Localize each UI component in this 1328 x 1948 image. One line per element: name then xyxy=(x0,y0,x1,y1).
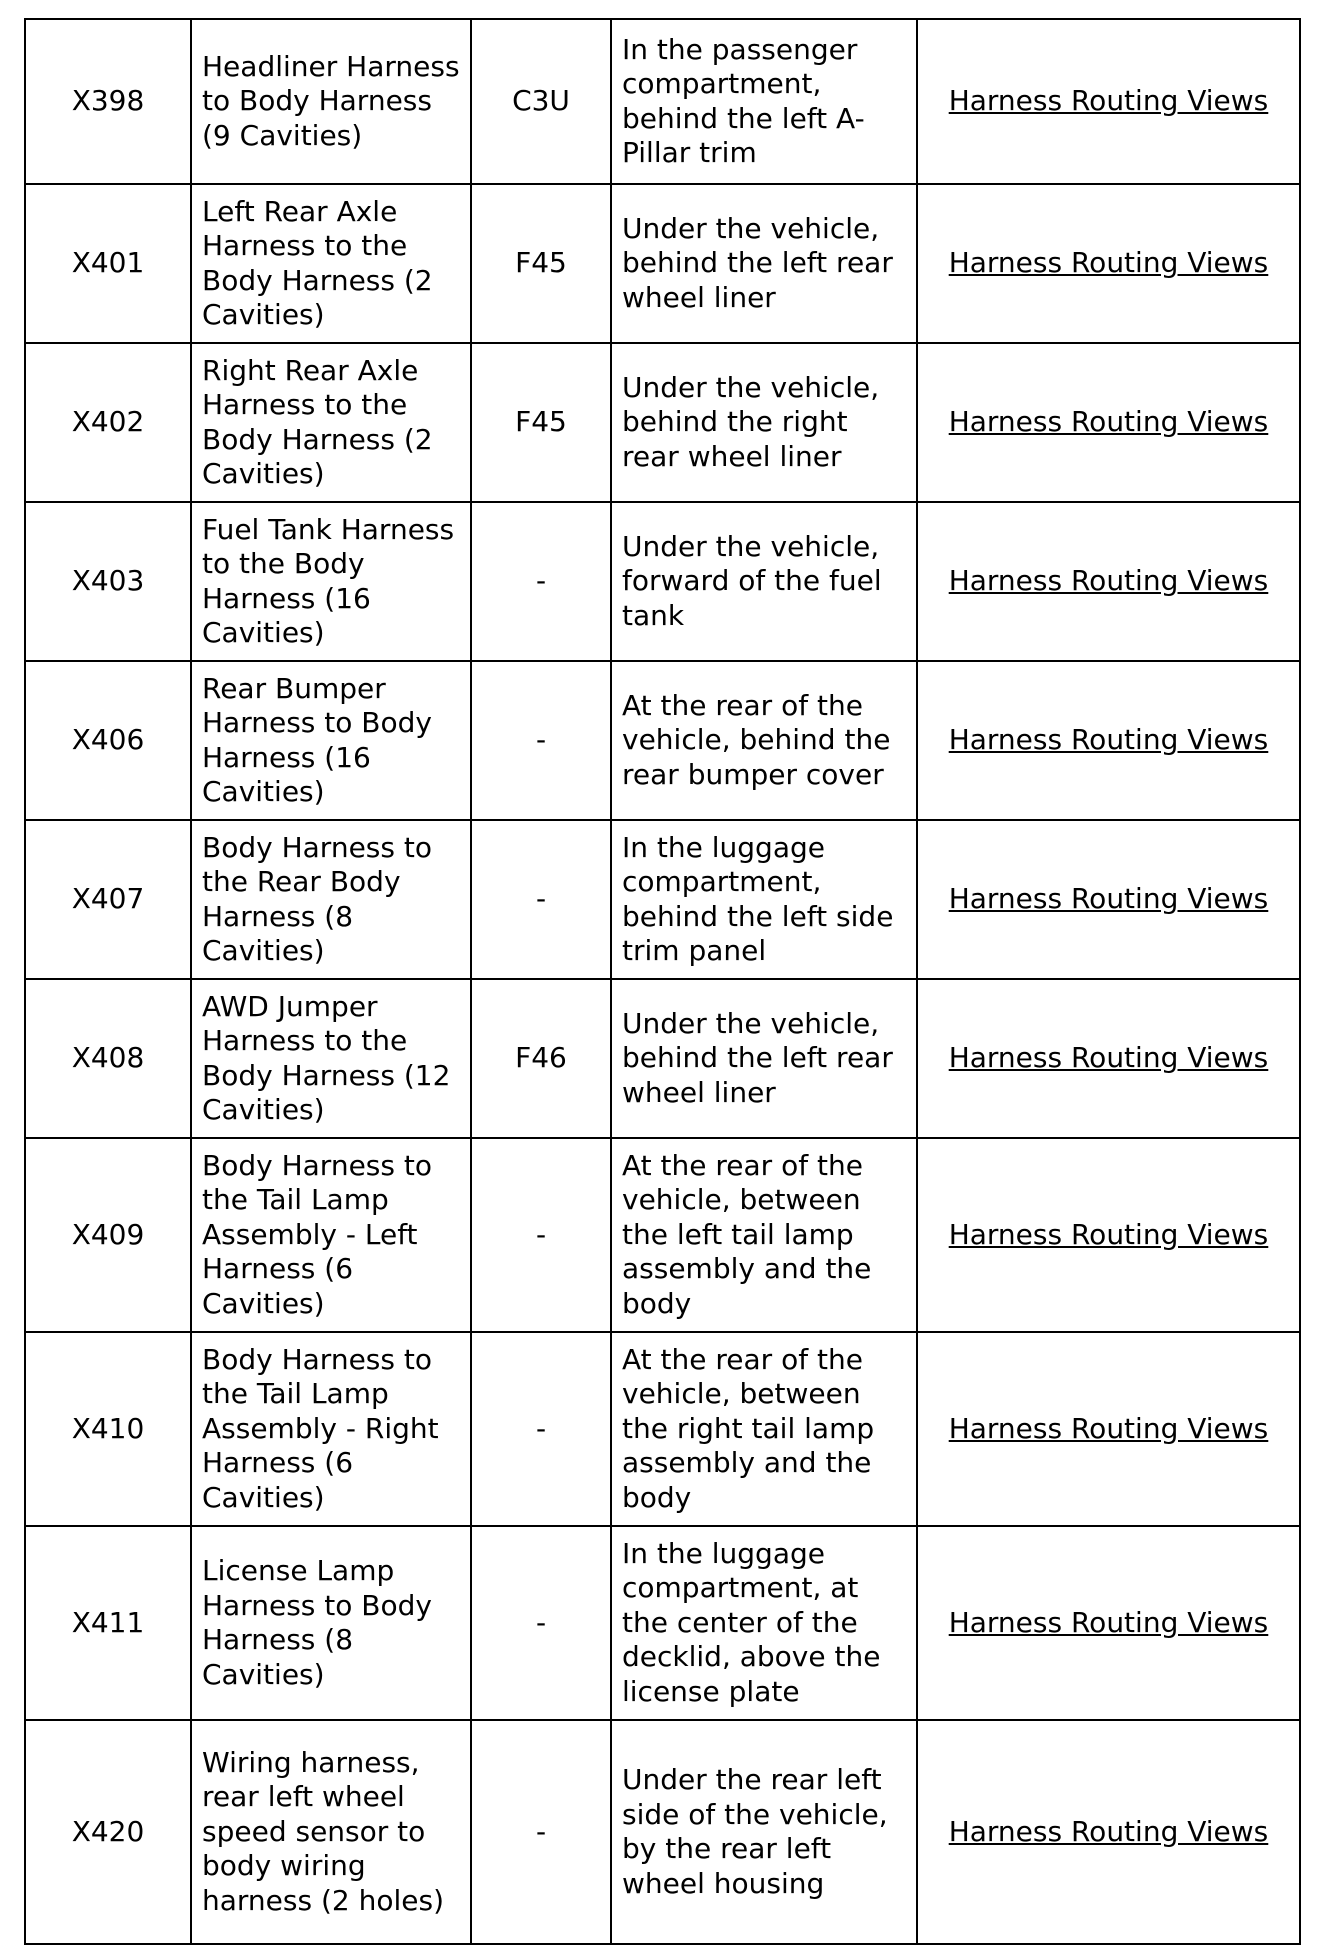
harness-routing-link-cell xyxy=(917,19,1300,184)
connector-description-cell: Body Harness to the Rear Body Harness (8 Cavities) xyxy=(191,820,471,979)
connector-id-cell: X401 xyxy=(25,184,191,343)
harness-routing-views-link[interactable]: Harness Routing Views xyxy=(948,723,1269,757)
connector-location-cell: Under the vehicle, behind the left rear wheel liner xyxy=(611,184,917,343)
harness-routing-views-link[interactable]: Harness Routing Views xyxy=(948,1605,1269,1639)
harness-routing-link-cell xyxy=(917,820,1300,979)
harness-routing-link-cell xyxy=(917,1720,1300,1944)
table-row xyxy=(25,1138,1300,1332)
connector-table xyxy=(24,18,1301,1945)
connector-description-cell: Rear Bumper Harness to Body Harness (16 Cavities) xyxy=(191,661,471,820)
connector-id-cell: X398 xyxy=(25,19,191,184)
table-row xyxy=(25,1332,1300,1526)
option-code-cell: F46 xyxy=(471,979,611,1138)
connector-id-cell: X402 xyxy=(25,343,191,502)
connector-location-cell: Under the vehicle, forward of the fuel tank xyxy=(611,502,917,661)
option-code-cell: - xyxy=(471,661,611,820)
table-row xyxy=(25,1720,1300,1944)
connector-location-cell: In the luggage compartment, at the center of the decklid, above the license plate xyxy=(611,1526,917,1720)
connector-location-cell: Under the rear left side of the vehicle, by the rear left wheel housing xyxy=(611,1720,917,1944)
harness-routing-views-link[interactable]: Harness Routing Views xyxy=(948,1217,1269,1251)
option-code-cell: - xyxy=(471,820,611,979)
harness-routing-link-cell xyxy=(917,1526,1300,1720)
connector-description-cell: AWD Jumper Harness to the Body Harness (12 Cavities) xyxy=(191,979,471,1138)
harness-routing-views-link[interactable]: Harness Routing Views xyxy=(948,882,1269,916)
option-code-cell: - xyxy=(471,1526,611,1720)
harness-routing-link-cell xyxy=(917,502,1300,661)
connector-id-cell: X403 xyxy=(25,502,191,661)
table-row xyxy=(25,19,1300,184)
harness-routing-views-link[interactable]: Harness Routing Views xyxy=(948,84,1269,118)
table-row xyxy=(25,343,1300,502)
harness-routing-link-cell xyxy=(917,184,1300,343)
option-code-cell: C3U xyxy=(471,19,611,184)
harness-routing-link-cell xyxy=(917,979,1300,1138)
option-code-cell: - xyxy=(471,1720,611,1944)
harness-routing-views-link[interactable]: Harness Routing Views xyxy=(948,564,1269,598)
connector-description-cell: Fuel Tank Harness to the Body Harness (16 Cavities) xyxy=(191,502,471,661)
harness-routing-link-cell xyxy=(917,343,1300,502)
connector-id-cell: X410 xyxy=(25,1332,191,1526)
harness-routing-views-link[interactable]: Harness Routing Views xyxy=(948,246,1269,280)
harness-routing-views-link[interactable]: Harness Routing Views xyxy=(948,405,1269,439)
connector-table-body xyxy=(25,19,1300,1944)
connector-id-cell: X406 xyxy=(25,661,191,820)
option-code-cell: - xyxy=(471,502,611,661)
harness-routing-views-link[interactable]: Harness Routing Views xyxy=(948,1411,1269,1445)
connector-location-cell: At the rear of the vehicle, between the left tail lamp assembly and the body xyxy=(611,1138,917,1332)
connector-id-cell: X420 xyxy=(25,1720,191,1944)
connector-location-cell: In the passenger compartment, behind the left A-Pillar trim xyxy=(611,19,917,184)
table-row xyxy=(25,502,1300,661)
connector-description-cell: Body Harness to the Tail Lamp Assembly - Right Harness (6 Cavities) xyxy=(191,1332,471,1526)
connector-description-cell: Headliner Harness to Body Harness (9 Cavities) xyxy=(191,19,471,184)
table-row xyxy=(25,184,1300,343)
option-code-cell: - xyxy=(471,1138,611,1332)
table-row xyxy=(25,661,1300,820)
connector-location-cell: Under the vehicle, behind the right rear wheel liner xyxy=(611,343,917,502)
connector-description-cell: Left Rear Axle Harness to the Body Harness (2 Cavities) xyxy=(191,184,471,343)
harness-routing-link-cell xyxy=(917,1332,1300,1526)
harness-routing-link-cell xyxy=(917,1138,1300,1332)
option-code-cell: - xyxy=(471,1332,611,1526)
table-row xyxy=(25,820,1300,979)
connector-location-cell: Under the vehicle, behind the left rear wheel liner xyxy=(611,979,917,1138)
connector-description-cell: Body Harness to the Tail Lamp Assembly - Left Harness (6 Cavities) xyxy=(191,1138,471,1332)
harness-routing-views-link[interactable]: Harness Routing Views xyxy=(948,1814,1269,1848)
connector-id-cell: X409 xyxy=(25,1138,191,1332)
option-code-cell: F45 xyxy=(471,343,611,502)
connector-location-cell: At the rear of the vehicle, behind the rear bumper cover xyxy=(611,661,917,820)
connector-description-cell: Wiring harness, rear left wheel speed sensor to body wiring harness (2 holes) xyxy=(191,1720,471,1944)
connector-description-cell: License Lamp Harness to Body Harness (8 Cavities) xyxy=(191,1526,471,1720)
connector-id-cell: X407 xyxy=(25,820,191,979)
table-row xyxy=(25,979,1300,1138)
option-code-cell: F45 xyxy=(471,184,611,343)
connector-description-cell: Right Rear Axle Harness to the Body Harness (2 Cavities) xyxy=(191,343,471,502)
harness-routing-views-link[interactable]: Harness Routing Views xyxy=(948,1041,1269,1075)
connector-id-cell: X411 xyxy=(25,1526,191,1720)
connector-location-cell: At the rear of the vehicle, between the right tail lamp assembly and the body xyxy=(611,1332,917,1526)
connector-id-cell: X408 xyxy=(25,979,191,1138)
table-row xyxy=(25,1526,1300,1720)
connector-location-cell: In the luggage compartment, behind the left side trim panel xyxy=(611,820,917,979)
harness-routing-link-cell xyxy=(917,661,1300,820)
